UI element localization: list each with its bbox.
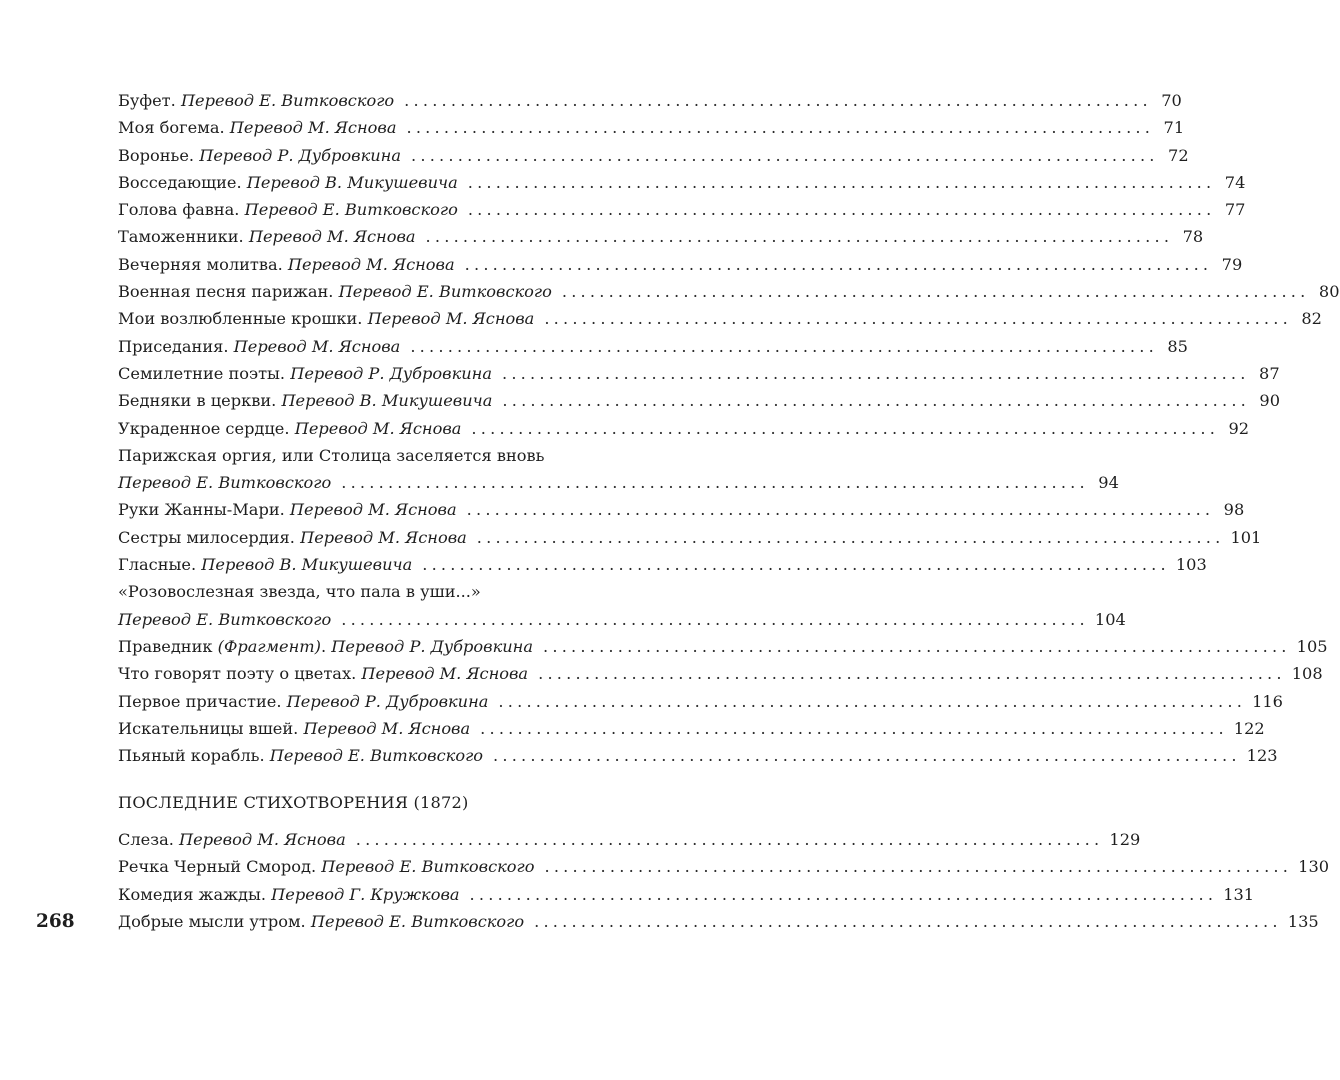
entry-title-block [118,415,461,442]
entry-title-block [118,251,455,278]
dot-leader: ................................................................................ [471,418,1220,438]
entry-page: 135 [1287,911,1319,931]
entry-title-block [118,360,492,387]
entry-translator: Перевод В. Микушевича [201,555,413,575]
entry-title-block [118,524,467,551]
dot-leader: ................................................................................ [469,884,1218,904]
toc-entry [118,496,1245,523]
entry-title-block [118,715,470,742]
entry-title: Сестры милосердия. [118,527,295,547]
dot-leader: ................................................................................ [476,527,1225,547]
entry-translator: Перевод М. Яснова [300,527,467,547]
entry-title: Руки Жанны-Мари. [118,500,285,520]
entry-translator: Перевод М. Яснова [303,718,471,738]
entry-page: 116 [1252,691,1283,711]
entry-page: 105 [1296,636,1328,656]
entry-row [118,606,1126,633]
toc-entry [118,387,1281,414]
entry-title: Вечерняя молитва. [118,254,283,274]
toc-entry [118,524,1262,551]
entry-title: Голова фавна. [118,200,240,220]
entry-title-block [118,223,416,250]
entry-translator: Перевод Е. Витковского [118,609,332,629]
toc-entry [118,551,1207,578]
entry-page: 130 [1298,857,1330,877]
entry-page: 104 [1094,609,1126,629]
entry-page: 131 [1223,884,1255,904]
dot-leader: ................................................................................ [467,200,1216,220]
entry-translator: Перевод Е. Витковского [321,857,535,877]
entry-title-block [118,196,458,223]
toc-entry [118,169,1246,196]
entry-page: 78 [1182,227,1204,247]
toc-entry [118,196,1246,223]
entry-translator: Перевод М. Яснова [179,830,346,849]
entry-page: 82 [1301,309,1322,329]
table-of-contents-section [118,826,1330,935]
entry-title: Речка Черный Смород. [118,857,317,877]
entry-translator: Перевод Р. Дубровкина [286,691,489,711]
toc-entry [118,360,1280,387]
page-number: 268 [36,911,75,932]
toc-entry [118,660,1323,687]
entry-translator: Перевод М. Яснова [233,336,401,356]
dot-leader: ................................................................................ [410,336,1158,356]
entry-title: Таможенники. [118,227,244,247]
entry-translator: Перевод Р. Дубровкина [290,363,492,383]
entry-translator: Перевод М. Яснова [229,118,397,138]
entry-page: 87 [1259,363,1280,383]
table-of-contents [118,87,1340,769]
toc-entry-star [118,578,1126,633]
entry-translator: Перевод Е. Витковского [310,911,525,931]
entry-page: 101 [1230,527,1262,547]
entry-title-block [118,387,492,414]
entry-translator: Перевод М. Яснова [294,418,462,438]
entry-translator: Перевод Р. Дубровкина [199,145,401,165]
entry-title-block [118,333,400,360]
entry-page: 72 [1168,145,1189,165]
entry-translator: Перевод М. Яснова [361,664,529,684]
dot-leader: ................................................................................ [543,636,1291,656]
dot-leader: ................................................................................ [466,500,1215,520]
toc-entry-pravednik [118,633,1328,660]
entry-title-block [118,688,488,715]
entry-title: Воронье. [118,145,195,165]
toc-entry [118,87,1182,114]
entry-title-block [118,742,483,769]
entry-page: 70 [1161,91,1182,110]
toc-entry [118,415,1250,442]
dot-leader: ................................................................................ [480,718,1228,738]
entry-translator: Перевод Р. Дубровкина [331,636,533,656]
entry-title: Парижская оргия, или Столица заселяется вновь [118,445,545,465]
toc-entry-orgy [118,442,1119,497]
entry-page: 80 [1318,282,1340,302]
toc-entry [118,908,1319,935]
dot-leader: ................................................................................ [467,172,1216,192]
dot-leader: ................................................................................ [464,254,1213,274]
dot-leader: ................................................................................ [493,746,1241,766]
dot-leader: ................................................................................ [501,363,1250,383]
entry-translator: Перевод М. Яснова [287,254,455,274]
entry-title-block [118,169,458,196]
entry-title-block [118,305,534,332]
dot-leader: ................................................................................ [544,309,1292,329]
entry-page: 129 [1109,830,1141,849]
entry-title: Бедняки в церкви. [118,391,277,411]
entry-page: 108 [1291,664,1323,684]
entry-title: Гласные. [118,555,197,575]
toc-entry [118,688,1283,715]
entry-page: 123 [1246,746,1278,766]
entry-title-block: Праведник (Фрагмент). Перевод Р. Дубровкина [118,636,533,656]
toc-entry [118,715,1265,742]
dot-leader: ................................................................................ [534,911,1282,931]
entry-page: 74 [1224,172,1246,192]
entry-title: Слеза. [118,830,174,849]
entry-title-block [118,660,528,687]
entry-title-block [118,881,460,908]
entry-title: Мои возлюбленные крошки. [118,309,363,329]
entry-title: Праведник [118,636,213,656]
toc-entry [118,223,1204,250]
entry-title: Буфет. [118,91,176,110]
entry-title: Моя богема. [118,118,225,138]
entry-title: Добрые мысли утром. [118,911,306,931]
entry-title: Комедия жажды. [118,884,266,904]
toc-entry [118,251,1243,278]
entry-row [118,469,1119,496]
dot-leader: ................................................................................ [341,609,1089,629]
entry-translator: Перевод Е. Витковского [180,91,395,110]
entry-translator: Перевод Г. Кружкова [271,884,460,904]
entry-translator: Перевод В. Микушевича [246,172,458,192]
entry-title: Восседающие. [118,172,242,192]
entry-page: 71 [1163,118,1185,138]
entry-title: Пьяный корабль. [118,746,265,766]
entry-title: Украденное сердце. [118,418,290,438]
dot-leader: ................................................................................ [355,830,1104,849]
entry-title: Семилетние поэты. [118,363,286,383]
entry-title: «Розовослезная звезда, что пала в уши...» [118,582,481,602]
entry-page: 90 [1259,391,1281,411]
toc-entry [118,333,1188,360]
entry-title-block [118,142,401,169]
entry-title-block [118,87,394,114]
toc-group-mid [118,496,1262,578]
dot-leader: ................................................................................ [341,473,1089,493]
entry-title: Что говорят поэту о цветах. [118,664,357,684]
dot-leader: ................................................................................ [404,91,1152,110]
toc-group-last [118,826,1330,935]
entry-title-block [118,853,534,880]
entry-page: 122 [1233,718,1265,738]
entry-title-block [118,551,412,578]
dot-leader: ................................................................................ [425,227,1174,247]
entry-title-block [118,826,346,853]
toc-entry [118,853,1330,880]
entry-page: 79 [1221,254,1243,274]
entry-title-block [118,114,396,141]
entry-page: 103 [1175,555,1207,575]
entry-title-block [118,908,524,935]
entry-translator: Перевод Е. Витковского [244,200,458,220]
dot-leader: ................................................................................ [411,145,1159,165]
dot-leader: ................................................................................ [561,282,1310,302]
dot-leader: ................................................................................ [502,391,1251,411]
entry-translator: Перевод М. Яснова [367,309,535,329]
dot-leader: ................................................................................ [498,691,1247,711]
entry-translator: Перевод М. Яснова [289,500,457,520]
entry-title: Военная песня парижан. [118,282,334,302]
entry-title: Приседания. [118,336,229,356]
entry-subtitle: (Фрагмент) [217,636,321,656]
toc-entry [118,278,1340,305]
entry-title-block [118,496,457,523]
toc-entry [118,305,1322,332]
dot-leader: ................................................................................ [422,555,1170,575]
toc-entry [118,826,1141,853]
entry-page: 94 [1098,473,1119,493]
entry-page: 92 [1228,418,1250,438]
section-heading: ПОСЛЕДНИЕ СТИХОТВОРЕНИЯ (1872) [118,793,469,812]
toc-entry [118,742,1278,769]
toc-group-main [118,87,1340,442]
entry-title-block [118,278,552,305]
entry-page: 77 [1224,200,1246,220]
toc-entry [118,114,1185,141]
entry-translator: Перевод Е. Витковского [118,473,332,493]
dot-leader: ................................................................................ [544,857,1293,877]
entry-title: Первое причастие. [118,691,282,711]
toc-entry [118,142,1189,169]
entry-translator: Перевод Е. Витковского [269,746,484,766]
entry-page: 85 [1167,336,1188,356]
toc-group-end [118,660,1323,769]
entry-translator: Перевод М. Яснова [248,227,416,247]
entry-page: 98 [1223,500,1245,520]
entry-title: Искательницы вшей. [118,718,299,738]
dot-leader: ................................................................................ [406,118,1155,138]
entry-translator: Перевод Е. Витковского [338,282,552,302]
dot-leader: ................................................................................ [538,664,1286,684]
entry-translator: Перевод В. Микушевича [281,391,493,411]
toc-entry [118,881,1255,908]
